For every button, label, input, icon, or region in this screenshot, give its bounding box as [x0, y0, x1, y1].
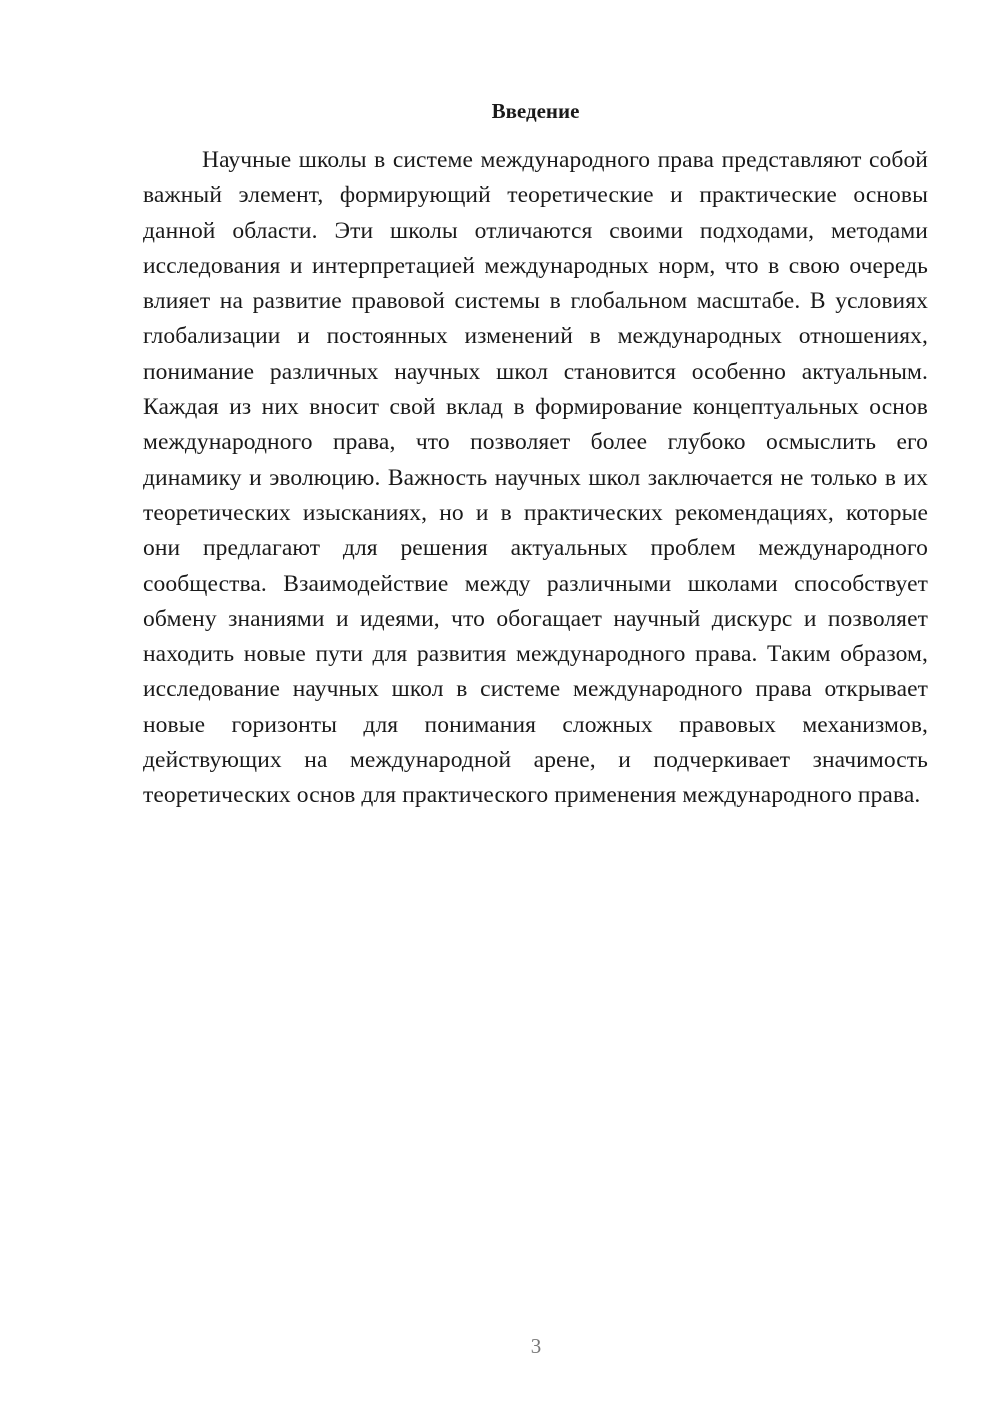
body-paragraph: Научные школы в системе международного права представляют собой важный элемент, формирующий теоретические и практические основы данной области. Эти школы отличаются своими подходами, методами исследования и интерпретацией международных норм, что в свою очередь влияет на развитие правовой системы в глобальном масштабе. В условиях глобализации и постоянных изменений в международных отношениях, понимание различных научных школ становится особенно актуальным. Каждая из них вносит свой вклад в формирование концептуальных основ международного права, что позволяет более глубоко осмыслить его динамику и эволюцию. Важность научных школ заключается не только в их теоретических изысканиях, но и в практических рекомендациях, которые они предлагают для решения актуальных проблем международного сообщества. Взаимодействие между различными школами способствует обмену знаниями и идеями, что обогащает научный дискурс и позволяет находить новые пути для развития международного права. Таким образом, исследование научных школ в системе международного права открывает новые горизонты для понимания сложных правовых механизмов, действующих на международной арене, и подчеркивает значимость теоретических основ для практического применения международного права. [143, 147, 928, 809]
page-number: 3 [530, 1334, 542, 1358]
page-heading: Введение [491, 99, 580, 123]
